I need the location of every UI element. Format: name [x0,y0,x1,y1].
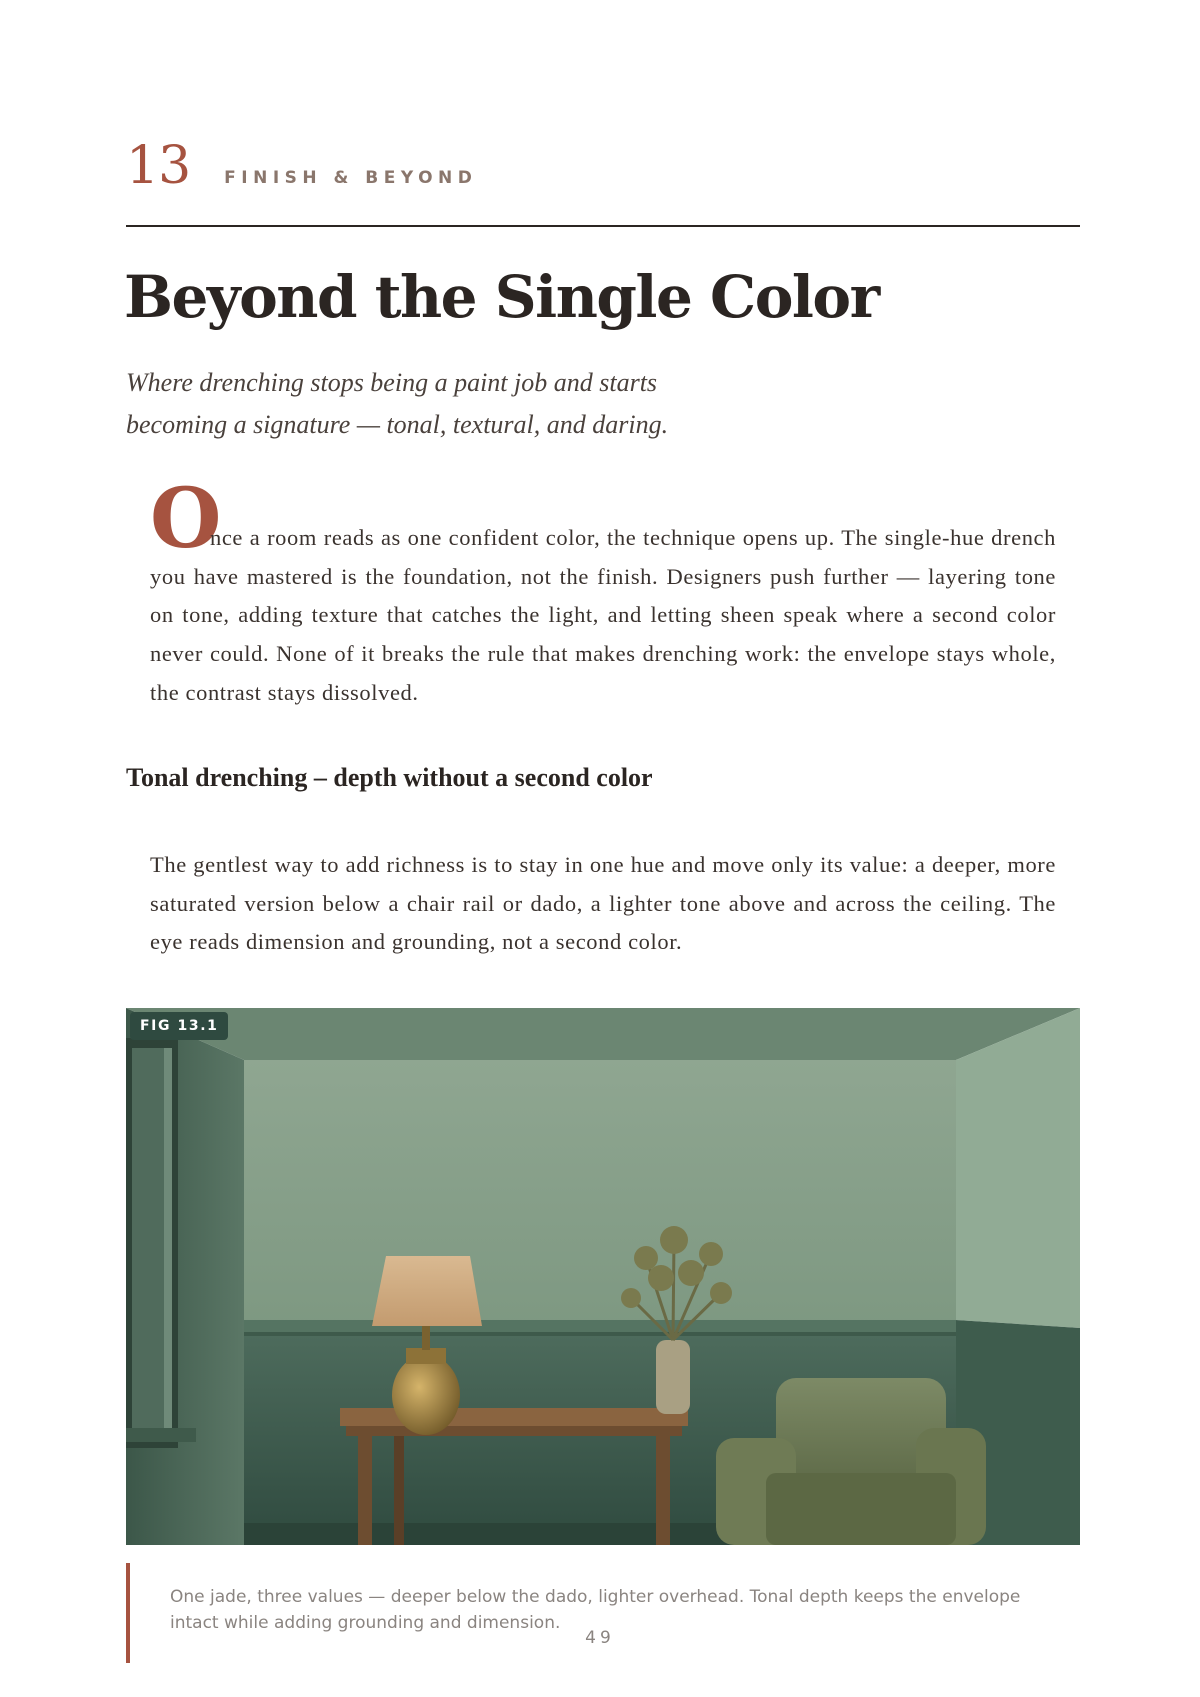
intro-paragraph [150,519,1056,713]
intro-text: nce a room reads as one confident color, the technique opens up. The single-hue drench you have mastered is the foundation, not the finish. Designers push further — layering tone on tone, adding texture that catches the light, and letting sheen speak where a second color never could. None of it breaks the rule that makes drenching work: the envelope stays whole, the contrast stays dissolved. [150,525,1056,705]
chapter-number: 13 [126,136,191,196]
room-illustration [126,1008,1080,1545]
chapter-label: FINISH & BEYOND [224,168,478,188]
caption-accent-bar [126,1563,130,1663]
section-heading: Tonal drenching – depth without a second color [126,763,653,792]
chapter-header [126,136,478,196]
figure-caption: One jade, three values — deeper below the dado, lighter overhead. Tonal depth keeps the envelope intact while adding grounding and dimension. [170,1587,1021,1633]
figure-room-photo [126,1008,1080,1545]
section-paragraph: The gentlest way to add richness is to stay in one hue and move only its value: a deeper, more saturated version below a chair rail or dado, a lighter tone above and across the ceiling. The eye reads dimension and grounding, not a second color. [150,852,1056,955]
page-title: Beyond the Single Color [124,263,879,331]
page-number: 49 [585,1628,615,1648]
figure-tag: FIG 13.1 [130,1012,228,1040]
header-divider [126,225,1080,227]
page-subtitle: Where drenching stops being a paint job and starts becoming a signature — tonal, textural, and daring. [126,368,669,439]
drop-cap: O [150,471,222,567]
